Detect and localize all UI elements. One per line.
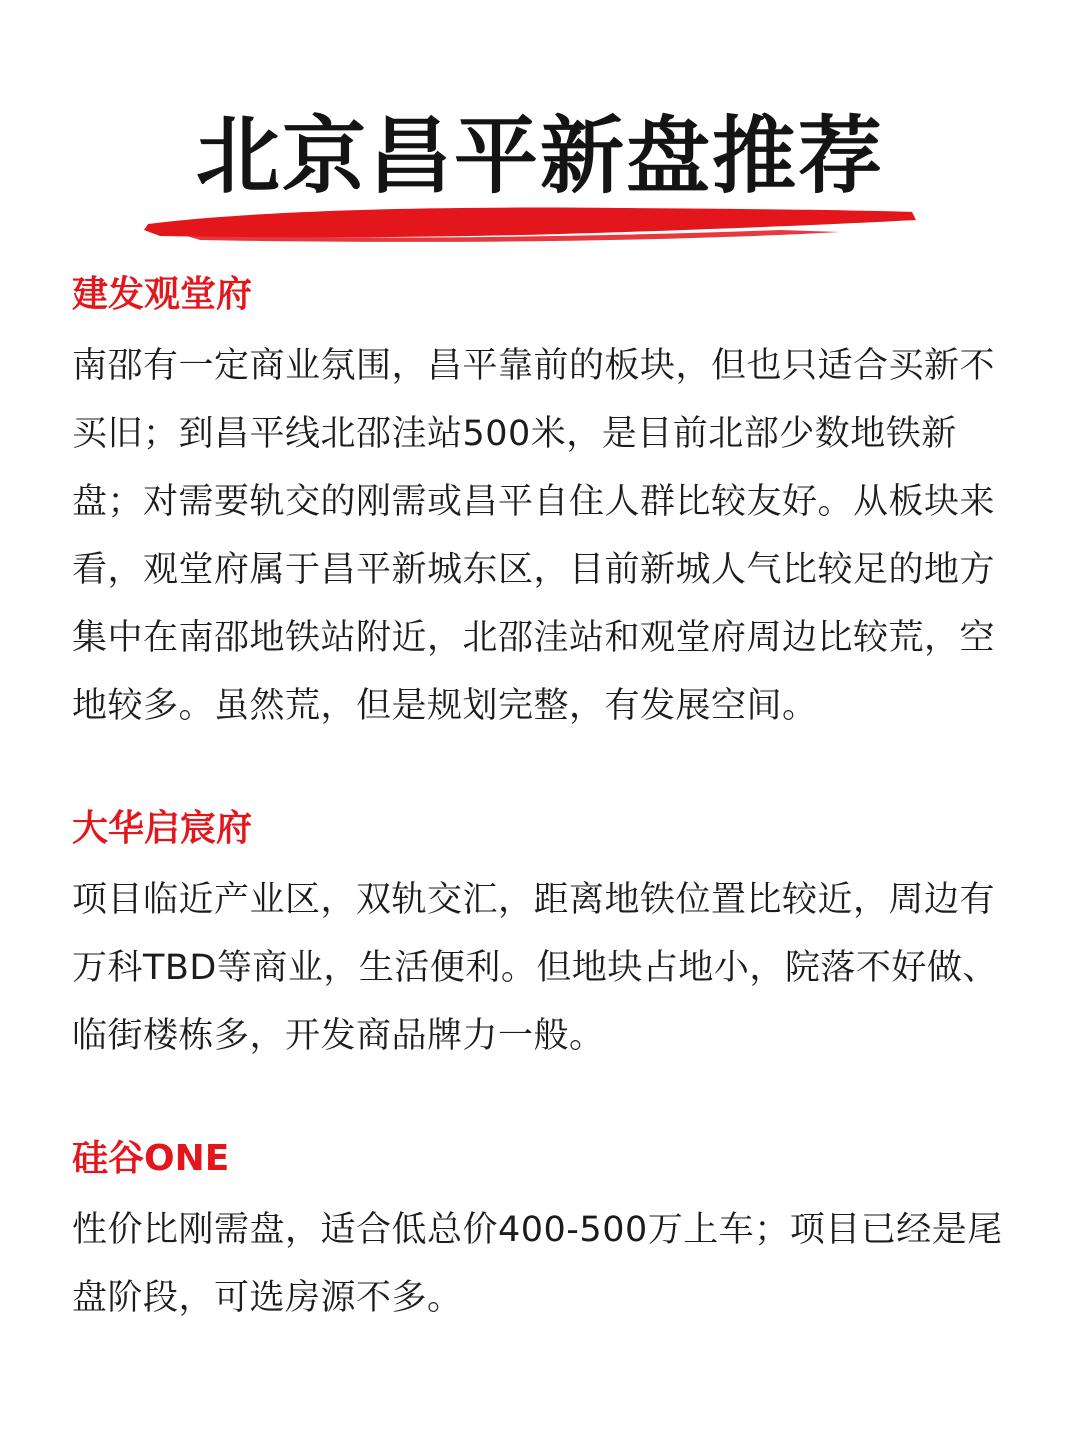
content [72,264,1012,1332]
section-jianfa [72,264,1012,740]
section-body: 南邵有一定商业氛围，昌平靠前的板块，但也只适合买新不买旧；到昌平线北邵洼站500米，是目前北部少数地铁新盘；对需要轨交的刚需或昌平自住人群比较友好。从板块来看，观堂府属于昌平新城东区，目前新城人气比较足的地方集中在南邵地铁站附近，北邵洼站和观堂府周边比较荒，空地较多。虽然荒，但是规划完整，有发展空间。 [72,346,996,726]
section-guigu [72,1128,1012,1332]
section-title: 大华启宸府 [72,808,253,849]
section-title: 建发观堂府 [72,274,253,315]
section-dahua [72,798,1012,1070]
section-body: 性价比刚需盘，适合低总价400-500万上车；项目已经是尾盘阶段，可选房源不多。 [72,1210,1003,1318]
page-title: 北京昌平新盘推荐 [195,107,884,205]
section-body: 项目临近产业区，双轨交汇，距离地铁位置比较近，周边有万科TBD等商业，生活便利。但地块占地小，院落不好做、临街楼栋多，开发商品牌力一般。 [72,880,998,1056]
section-title: 硅谷ONE [72,1138,230,1179]
title-area [0,96,1080,246]
